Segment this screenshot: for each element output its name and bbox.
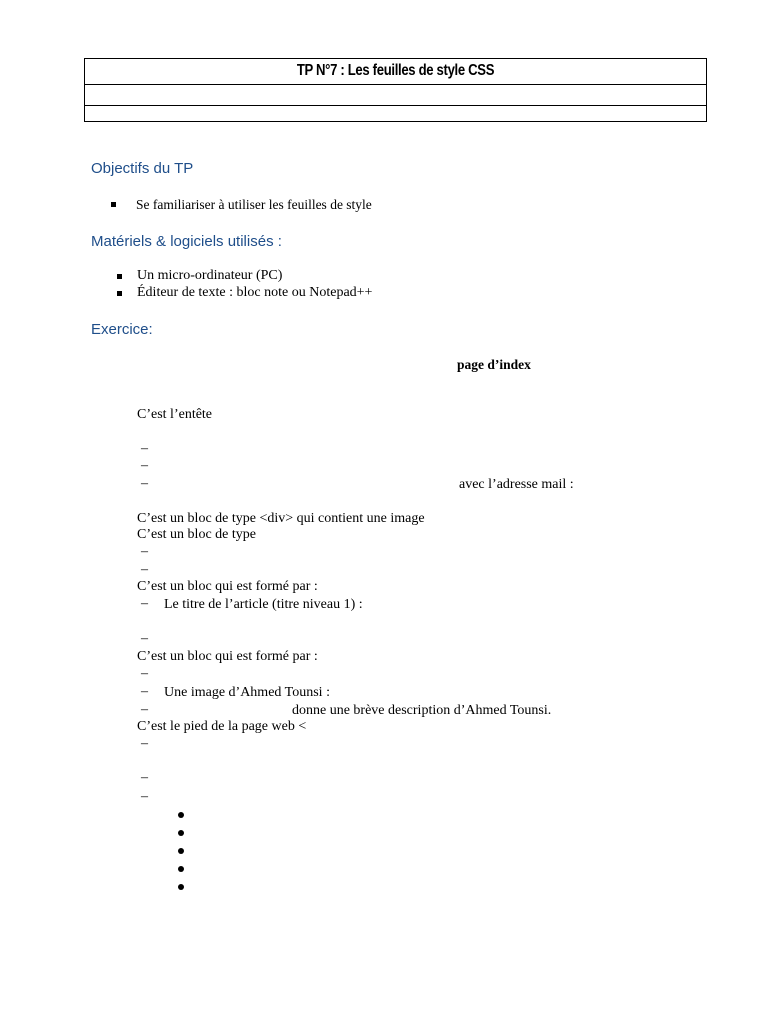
bloc-forme-text: C’est un bloc qui est formé par : <box>137 579 318 594</box>
bloc-div-image-text: C’est un bloc de type <div> qui contient une image <box>137 511 425 526</box>
entete-text: C’est l’entête <box>137 407 213 422</box>
materiel-item: Éditeur de texte : bloc note ou Notepad++ <box>137 285 373 300</box>
bloc-forme-text: C’est un bloc qui est formé par : <box>137 649 318 664</box>
dash-marker: – <box>141 458 148 473</box>
dash-marker: – <box>141 789 148 804</box>
dash-marker: – <box>141 770 148 785</box>
round-bullet-icon <box>178 830 184 836</box>
exercice-heading: Exercice: <box>91 321 153 338</box>
dash-marker: – <box>141 631 148 646</box>
square-bullet-icon <box>117 274 122 279</box>
dash-marker: – <box>141 666 148 681</box>
dash-marker: – <box>141 441 148 456</box>
materiel-item: Un micro-ordinateur (PC) <box>137 268 283 283</box>
mail-text: avec l’adresse mail : <box>459 477 574 492</box>
image-tounsi-text: Une image d’Ahmed Tounsi : <box>164 685 330 700</box>
round-bullet-icon <box>178 866 184 872</box>
dash-marker: – <box>141 736 148 751</box>
dash-marker: – <box>141 544 148 559</box>
objectifs-heading: Objectifs du TP <box>91 160 194 177</box>
header-title-row <box>85 59 706 85</box>
titre-article-text: Le titre de l’article (titre niveau 1) : <box>164 597 363 612</box>
round-bullet-icon <box>178 848 184 854</box>
header-empty-row <box>85 85 706 106</box>
dash-marker: – <box>141 684 148 699</box>
round-bullet-icon <box>178 884 184 890</box>
header-table <box>84 58 707 122</box>
document-title: TP N°7 : Les feuilles de style CSS <box>296 62 495 79</box>
description-tounsi-text: donne une brève description d’Ahmed Tounsi. <box>292 703 552 718</box>
page-index-heading: page d’index <box>457 357 531 372</box>
dash-marker: – <box>141 562 148 577</box>
dash-marker: – <box>141 476 148 491</box>
square-bullet-icon <box>111 202 116 207</box>
dash-marker: – <box>141 596 148 611</box>
objectif-item: Se familiariser à utiliser les feuilles de style <box>136 197 372 212</box>
dash-marker: – <box>141 702 148 717</box>
pied-page-text: C’est le pied de la page web < <box>137 719 307 734</box>
bloc-type-text: C’est un bloc de type <box>137 527 256 542</box>
materiels-heading: Matériels & logiciels utilisés : <box>91 233 282 250</box>
square-bullet-icon <box>117 291 122 296</box>
round-bullet-icon <box>178 812 184 818</box>
